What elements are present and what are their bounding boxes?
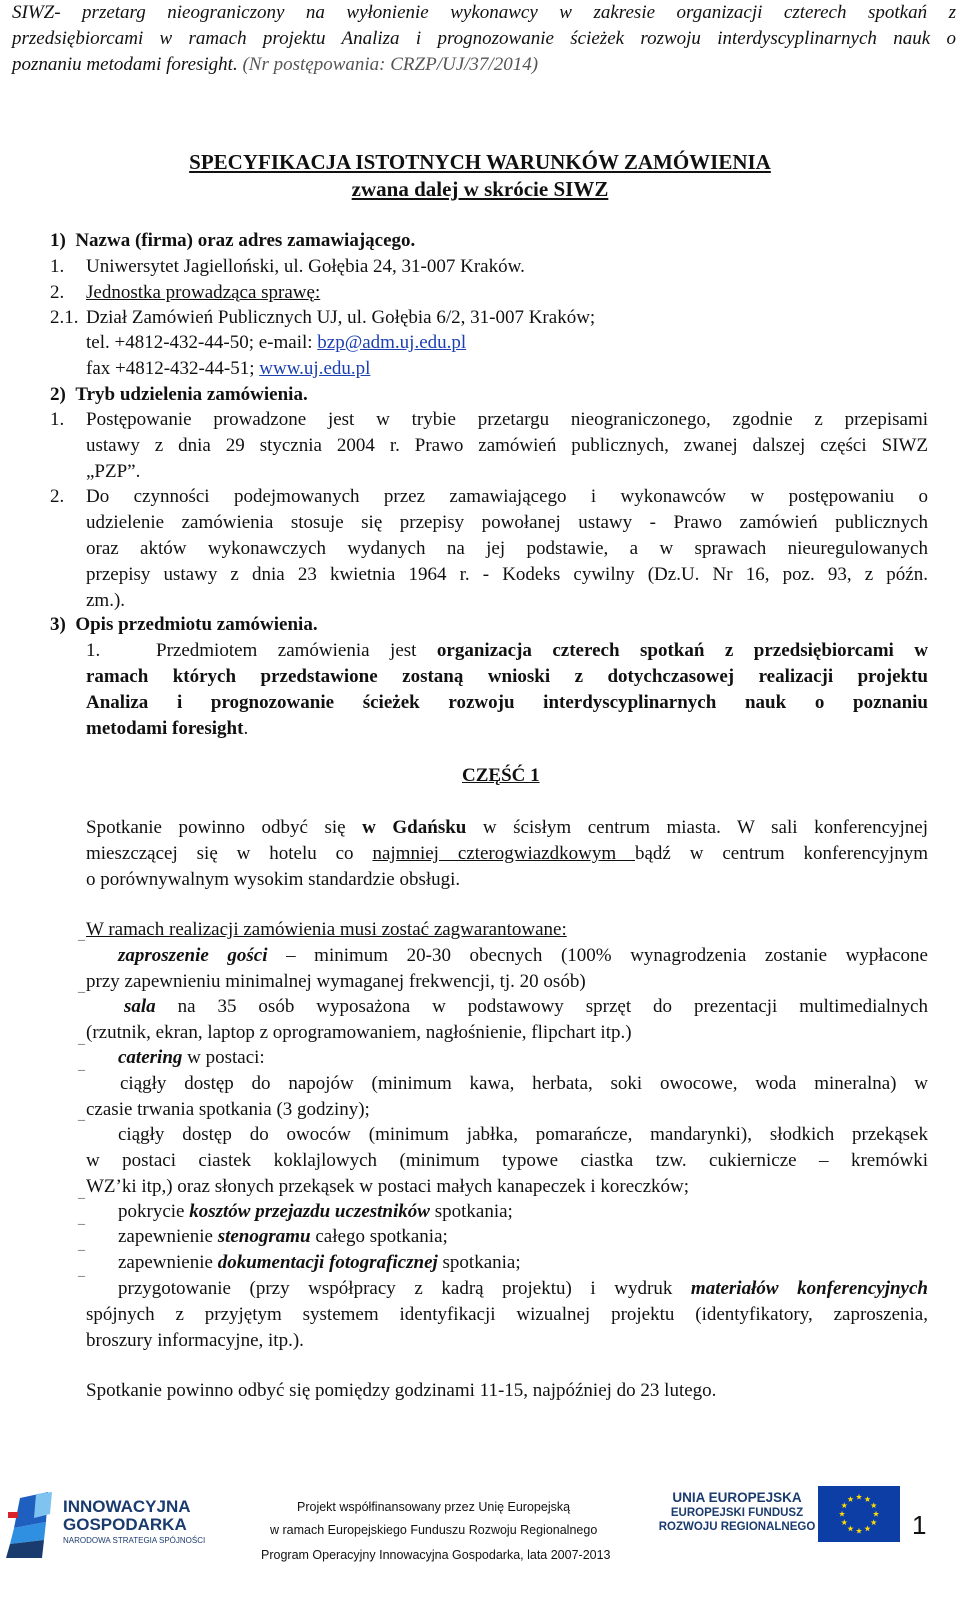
eu-flag-star	[864, 1526, 870, 1532]
section-heading: 1) Nazwa (firma) oraz adres zamawiającego.	[50, 230, 416, 251]
bullet-mark: _	[78, 1186, 85, 1201]
meeting-time: Spotkanie powinno odbyć się pomiędzy godzinami 11-15, najpóźniej do 23 lutego.	[86, 1380, 717, 1401]
eu-flag-icon	[818, 1486, 900, 1542]
section-heading: 3) Opis przedmiotu zamówienia.	[50, 614, 318, 635]
document-header	[12, 0, 956, 78]
eu-flag-star	[856, 1528, 862, 1534]
eu-flag-star	[841, 1519, 847, 1525]
requirement-transcript: zapewnienie stenogramu całego spotkania;	[118, 1226, 448, 1247]
unit-label: Jednostka prowadząca sprawę:	[86, 282, 321, 303]
address-line: Uniwersytet Jagielloński, ul. Gołębia 24, 31-007 Kraków.	[86, 256, 525, 277]
logo-emblem-icon	[6, 1492, 58, 1558]
section-heading: 2) Tryb udzielenia zamówienia.	[50, 384, 308, 405]
unit-address: Dział Zamówień Publicznych UJ, ul. Gołębia 6/2, 31-007 Kraków;	[86, 307, 596, 328]
logo-subtitle: NARODOWA STRATEGIA SPÓJNOŚCI	[63, 1536, 206, 1545]
contact-line: fax +4812-432-44-51; www.uj.edu.pl	[86, 358, 371, 379]
website-link[interactable]: www.uj.edu.pl	[259, 358, 371, 379]
document-title: SPECYFIKACJA ISTOTNYCH WARUNKÓW ZAMÓWIENIA	[189, 150, 771, 174]
requirement-travel: pokrycie kosztów przejazdu uczestników spotkania;	[118, 1201, 513, 1222]
item-number: 2.1.	[50, 307, 79, 328]
location-paragraph: Spotkanie powinno odbyć się w Gdańsku w ścisłym centrum miasta. W sali konferencyjnej mieszczącej się w hotelu co najmniej czterogwiazdkowym bądź w centrum konferencyjnym o porównywalnym wysokim standardzie obsługi.	[86, 817, 929, 890]
item-number: 1.	[86, 640, 101, 661]
requirement-room: sala na 35 osób wyposażona w podstawowy sprzęt do prezentacji multimedialnych (rzutnik, ekran, laptop z oprogramowaniem, nagłośnienie, flipchart itp.)	[86, 996, 928, 1043]
eu-flag-stars	[818, 1486, 900, 1542]
bullet-mark: _	[78, 980, 85, 995]
requirement-photos: zapewnienie dokumentacji fotograficznej spotkania;	[118, 1252, 521, 1273]
bullet-mark: _	[78, 928, 85, 943]
bullet-mark: _	[78, 1032, 85, 1047]
requirement-snacks: ciągły dostęp do owoców (minimum jabłka, pomarańcze, mandarynki), słodkich przekąsek w postaci ciastek koklajlowych (minimum typowe ciastka tzw. cukiernicze – kremówki WZ’ki itp,) oraz słonych przekąsek w postaci małych kanapeczek i koreczków;	[86, 1124, 928, 1197]
requirement-guests: zaproszenie gości – minimum 20-30 obecnych (100% wynagrodzenia zostanie wypłacone przy zapewnieniu minimalnej wymaganej frekwencji, tj. 20 osób)	[86, 945, 928, 992]
paragraph: Do czynności podejmowanych przez zamawiającego i wykonawców w postępowaniu o udzielenie zamówienia stosuje się przepisy powołanej ustawy - Prawo zamówień publicznych oraz aktów wykonawczych wydanych na jej podstawie, a w sprawach nieuregulowanych przepisy ustawy z dnia 23 kwietnia 1964 r. - Kodeks cywilny (Dz.U. Nr 16, poz. 93, z późn. zm.).	[86, 486, 928, 611]
contact-line: tel. +4812-432-44-50; e-mail: bzp@adm.uj.edu.pl	[86, 332, 467, 353]
requirement-catering: catering w postaci:	[118, 1047, 265, 1068]
part-heading: CZĘŚĆ 1	[462, 765, 540, 786]
innowacyjna-gospodarka-logo	[6, 1492, 206, 1562]
guarantee-heading: W ramach realizacji zamówienia musi zostać zagwarantowane:	[86, 919, 567, 940]
eu-flag-star	[871, 1502, 877, 1508]
bullet-mark: _	[78, 1264, 85, 1279]
footer-line: Projekt współfinansowany przez Unię Europejską	[297, 1500, 571, 1514]
bullet-mark: _	[78, 1108, 85, 1123]
item-number: 1.	[50, 409, 65, 430]
header-line: przedsiębiorcami w ramach projektu Analiza i prognozowanie ścieżek rozwoju interdyscyplinarnych nauk o	[12, 28, 956, 49]
header-line: SIWZ- przetarg nieograniczony na wyłonienie wykonawcy w zakresie organizacji czterech spotkań z	[12, 2, 956, 23]
paragraph: Postępowanie prowadzone jest w trybie przetargu nieograniczonego, zgodnie z przepisami ustawy z dnia 29 stycznia 2004 r. Prawo zamówień publicznych, zwanej dalszej części SIWZ „PZP”.	[86, 409, 928, 482]
eu-flag-star	[871, 1519, 877, 1525]
item-number: 1.	[50, 256, 65, 277]
subject-paragraph: Przedmiotem zamówienia jest organizacja czterech spotkań z przedsiębiorcami w ramach których przedstawione zostaną wnioski z dotychczasowej realizacji projektu Analiza i prognozowanie ścieżek rozwoju interdyscyplinarnych nauk o poznaniu metodami foresight.	[86, 640, 929, 739]
logo-word: INNOWACYJNA	[63, 1497, 191, 1516]
bullet-mark: _	[78, 1212, 85, 1227]
eu-flag-star	[864, 1496, 870, 1502]
item-number: 2.	[50, 282, 65, 303]
eu-flag-star	[847, 1526, 853, 1532]
eu-fund-line: EUROPEJSKI FUNDUSZ	[670, 1507, 804, 1519]
eu-fund-line: ROZWOJU REGIONALNEGO	[658, 1521, 816, 1533]
bullet-mark: _	[78, 1058, 85, 1073]
eu-title: UNIA EUROPEJSKA	[672, 1490, 802, 1505]
requirement-drinks: ciągły dostęp do napojów (minimum kawa, herbata, soki owocowe, woda mineralna) w czasie trwania spotkania (3 godziny);	[86, 1073, 928, 1120]
procedure-number: (Nr postępowania: CRZP/UJ/37/2014)	[242, 54, 539, 75]
item-number: 2.	[50, 486, 65, 507]
document-subtitle: zwana dalej w skrócie SIWZ	[351, 177, 609, 201]
requirement-materials: przygotowanie (przy współpracy z kadrą projektu) i wydruk materiałów konferencyjnych spójnych z przyjętym systemem identyfikacji wizualnej projektu (identyfikatory, zaproszenia, broszury informacyjne, itp.).	[86, 1278, 928, 1351]
eu-flag-star	[841, 1502, 847, 1508]
header-line: poznaniu metodami foresight. (Nr postępowania: CRZP/UJ/37/2014)	[12, 54, 539, 75]
eu-flag-star	[873, 1511, 879, 1517]
eu-flag-star	[856, 1494, 862, 1500]
email-link[interactable]: bzp@adm.uj.edu.pl	[317, 332, 467, 353]
footer-line: w ramach Europejskiego Funduszu Rozwoju Regionalnego	[270, 1523, 598, 1537]
eu-flag-star	[847, 1496, 853, 1502]
logo-word: GOSPODARKA	[63, 1515, 187, 1534]
bullet-mark: _	[78, 1238, 85, 1253]
footer-line: Program Operacyjny Innowacyjna Gospodarka, lata 2007-2013	[261, 1548, 611, 1562]
page-number: 1	[912, 1510, 927, 1540]
eu-flag-star	[839, 1511, 845, 1517]
